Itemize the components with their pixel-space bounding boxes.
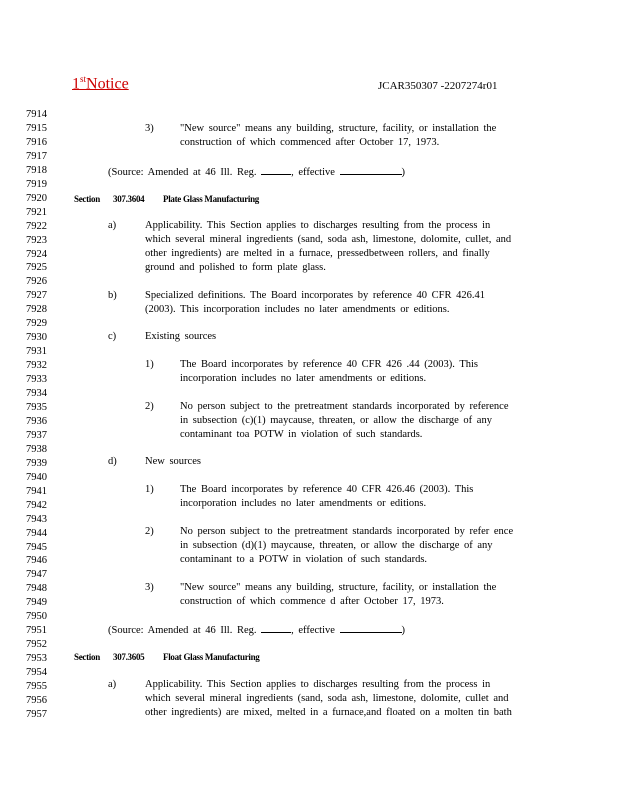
text-line: which several mineral ingredients (sand, soda ash, limestone, dolomite, cullet, and (145, 234, 512, 245)
text-line: construction of which commenced after October 17, 1973. (180, 137, 440, 148)
item-label: d) (108, 456, 117, 467)
line-number: 7923 (26, 234, 47, 246)
document-code: JCAR350307 -2207274r01 (378, 80, 498, 92)
section-title: Plate Glass Manufacturing (163, 194, 259, 204)
line-number: 7918 (26, 164, 47, 176)
line-number: 7929 (26, 318, 47, 330)
text-line: other ingredients) are mixed, melted in a furnace,and floated on a molten tin bath (145, 707, 512, 718)
item-label: 1) (145, 359, 154, 370)
line-number: 7932 (26, 360, 47, 372)
line-number: 7953 (26, 653, 47, 664)
item-label: a) (108, 679, 117, 690)
line-number: 7922 (26, 220, 47, 232)
text-line: (2003). This incorporation includes no later amendments or editions. (145, 304, 450, 315)
text-line: construction of which commence d after October 17, 1973. (180, 596, 444, 607)
line-number: 7956 (26, 694, 47, 706)
line-number: 7942 (26, 499, 47, 511)
line-number: 7947 (26, 569, 47, 581)
line-number: 7924 (26, 248, 47, 260)
line-number: 7914 (26, 109, 47, 120)
line-number: 7955 (26, 680, 47, 692)
line-number: 7931 (26, 346, 47, 358)
line-number: 7946 (26, 555, 47, 567)
item-label: 3) (145, 123, 154, 134)
line-number: 7941 (26, 485, 47, 497)
text-line: No person subject to the pretreatment standards incorporated by reference (180, 401, 509, 412)
text-line: New sources (145, 456, 201, 467)
item-label: b) (108, 290, 117, 301)
text-line: in subsection (c)(1) maycause, threaten, or allow the discharge of any (180, 415, 492, 426)
line-number: 7949 (26, 597, 47, 609)
section-number: 307.3604 (113, 194, 145, 204)
section-title: Float Glass Manufacturing (163, 652, 260, 662)
line-number: 7934 (26, 388, 47, 399)
line-number: 7948 (26, 583, 47, 595)
line-number: 7939 (26, 457, 47, 469)
line-number: 7930 (26, 332, 47, 344)
section-label: Section (74, 652, 100, 662)
line-number: 7926 (26, 276, 47, 288)
line-number: 7952 (26, 639, 47, 651)
item-label: c) (108, 331, 117, 342)
line-number: 7927 (26, 290, 47, 302)
line-number: 7925 (26, 262, 47, 274)
text-line: which several mineral ingredients (sand, soda ash, limestone, dolomite, cullet and (145, 693, 509, 704)
text-line: Specialized definitions. The Board incorporates by reference 40 CFR 426.41 (145, 290, 486, 301)
item-label: 3) (145, 582, 154, 593)
source-note: (Source: Amended at 46 Ill. Reg. , effective ) (108, 167, 406, 178)
text-line: The Board incorporates by reference 40 CFR 426 .44 (2003). This (180, 359, 478, 370)
text-line: Applicability. This Section applies to discharges resulting from the process in (145, 220, 491, 231)
text-line: incorporation includes no later amendments or editions. (180, 498, 427, 509)
text-line: in subsection (d)(1) maycause, threaten, or allow the discharge of any (180, 540, 493, 551)
text-line: contaminant to a POTW in violation of such standards. (180, 554, 428, 565)
text-line: "New source" means any building, structure, facility, or installation the (180, 582, 497, 593)
line-number: 7916 (26, 136, 47, 148)
line-number: 7951 (26, 625, 47, 637)
text-line: incorporation includes no later amendments or editions. (180, 373, 427, 384)
line-number: 7940 (26, 471, 47, 483)
line-number: 7944 (26, 527, 47, 539)
item-label: 1) (145, 484, 154, 495)
line-number: 7915 (26, 123, 47, 134)
text-line: contaminant toa POTW in violation of such standards. (180, 429, 423, 440)
notice-heading: 1stNotice (72, 74, 129, 93)
source-note: (Source: Amended at 46 Ill. Reg. , effective ) (108, 625, 406, 636)
line-number: 7920 (26, 192, 47, 204)
line-number: 7943 (26, 513, 47, 525)
section-label: Section (74, 194, 100, 204)
text-line: Applicability. This Section applies to discharges resulting from the process in (145, 679, 491, 690)
line-number: 7937 (26, 429, 47, 441)
text-line: other ingredients) are melted in a furnace, pressedbetween rollers, and finally (145, 248, 490, 259)
text-line: "New source" means any building, structure, facility, or installation the (180, 123, 497, 134)
text-line: The Board incorporates by reference 40 CFR 426.46 (2003). This (180, 484, 474, 495)
text-line: No person subject to the pretreatment standards incorporated by refer ence (180, 526, 514, 537)
section-number: 307.3605 (113, 652, 145, 662)
item-label: 2) (145, 526, 154, 537)
line-number: 7938 (26, 443, 47, 455)
text-line: Existing sources (145, 331, 217, 342)
line-number: 7921 (26, 206, 47, 218)
line-number: 7928 (26, 304, 47, 316)
line-number: 7919 (26, 178, 47, 190)
line-number: 7917 (26, 150, 47, 162)
line-number: 7954 (26, 667, 47, 678)
line-number: 7935 (26, 401, 47, 413)
line-number: 7950 (26, 611, 47, 623)
line-number: 7957 (26, 708, 47, 720)
item-label: a) (108, 220, 117, 231)
line-number: 7933 (26, 374, 47, 386)
line-number: 7945 (26, 541, 47, 553)
item-label: 2) (145, 401, 154, 412)
line-number: 7936 (26, 415, 47, 427)
text-line: ground and polished to form plate glass. (145, 262, 326, 273)
